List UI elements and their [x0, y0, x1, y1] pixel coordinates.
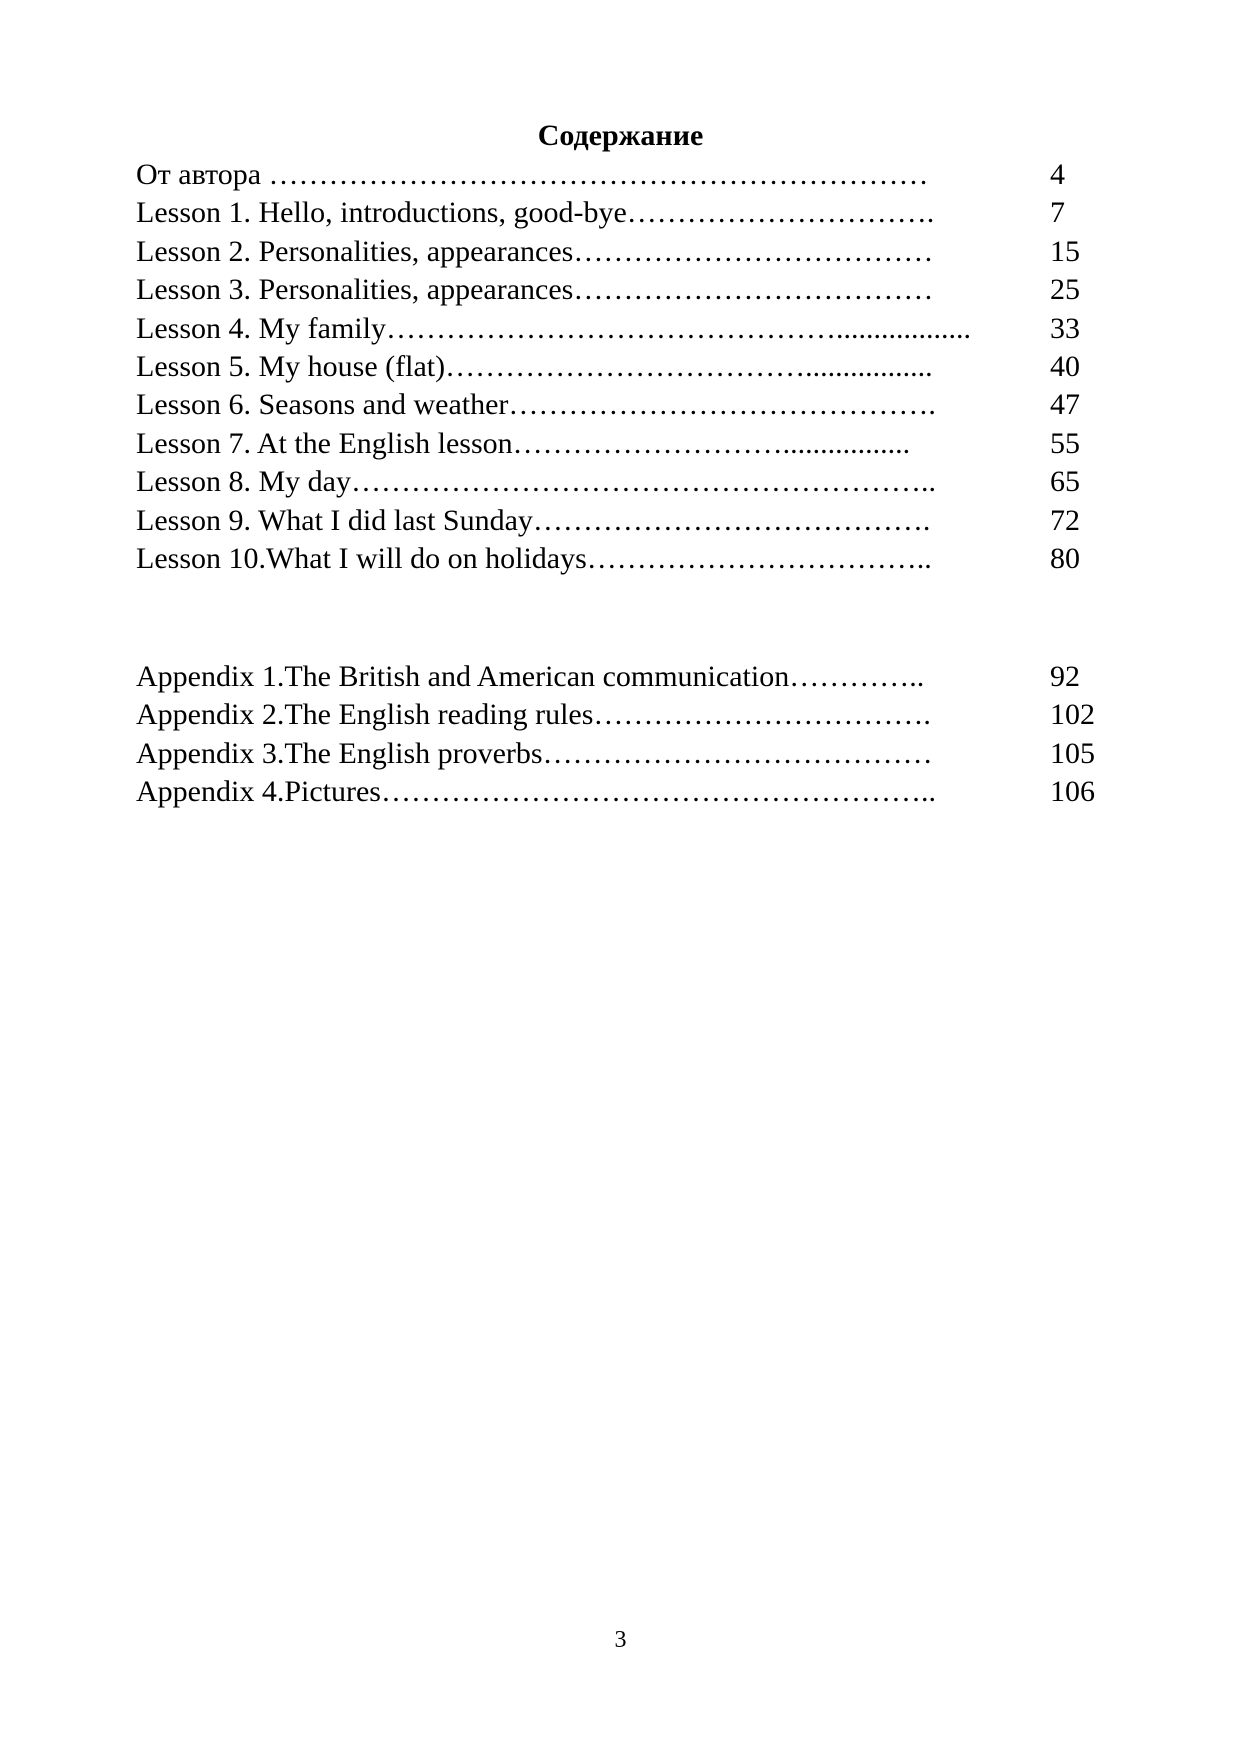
toc-row[interactable] — [136, 386, 1106, 424]
toc-page-number: 105 — [1050, 736, 1095, 770]
toc-entry: Lesson 7. At the English lesson………………………................. — [136, 426, 911, 460]
toc-row[interactable] — [136, 463, 1106, 501]
toc-row[interactable] — [136, 502, 1106, 540]
toc-page-number: 65 — [1050, 465, 1080, 499]
toc-entry: Lesson 10.What I will do on holidays…………………………….. — [136, 541, 932, 575]
toc-entry: Lesson 4. My family……………………………………….................. — [136, 311, 971, 345]
toc-entry: Appendix 2.The English reading rules……………………………. — [136, 698, 931, 732]
toc-row[interactable] — [136, 773, 1106, 811]
toc-entry: От автора ………………………………………………………… — [136, 158, 929, 191]
toc-row[interactable] — [136, 348, 1106, 386]
toc-page-number: 15 — [1050, 234, 1080, 268]
toc-row[interactable] — [136, 735, 1106, 773]
toc-page-number: 80 — [1050, 541, 1080, 575]
toc-row[interactable] — [136, 194, 1106, 232]
toc-row[interactable] — [136, 425, 1106, 463]
toc-entry: Lesson 8. My day………………………………………………….. — [136, 465, 936, 499]
toc-page-number: 47 — [1050, 388, 1080, 422]
toc-entry: Appendix 3.The English proverbs………………………………… — [136, 736, 933, 770]
toc-page-number: 33 — [1050, 311, 1080, 345]
toc-page-number: 7 — [1050, 196, 1065, 230]
toc-entry: Appendix 1.The British and American communication………….. — [136, 660, 925, 693]
table-of-contents — [136, 156, 1106, 578]
toc-entry: Lesson 3. Personalities, appearances……………………………… — [136, 273, 934, 307]
appendix-list — [136, 658, 1106, 812]
page-number: 3 — [614, 1627, 627, 1653]
toc-row[interactable] — [136, 658, 1106, 696]
toc-row[interactable] — [136, 156, 1106, 194]
toc-page-number: 102 — [1050, 698, 1095, 732]
toc-row[interactable] — [136, 271, 1106, 309]
toc-entry: Lesson 9. What I did last Sunday…………………………………. — [136, 503, 931, 537]
toc-page-number: 92 — [1050, 660, 1080, 693]
toc-entry: Lesson 2. Personalities, appearances……………………………… — [136, 234, 934, 268]
toc-row[interactable] — [136, 233, 1106, 271]
toc-page-number: 25 — [1050, 273, 1080, 307]
toc-entry: Appendix 4.Pictures……………………………………………….. — [136, 775, 936, 809]
toc-page-number: 55 — [1050, 426, 1080, 460]
toc-entry: Lesson 6. Seasons and weather……………………………………. — [136, 388, 936, 422]
toc-page-number: 4 — [1050, 158, 1065, 191]
toc-row[interactable] — [136, 696, 1106, 734]
toc-row[interactable] — [136, 310, 1106, 348]
page-title: Содержание — [537, 119, 704, 152]
toc-page-number: 106 — [1050, 775, 1095, 809]
toc-page-number: 72 — [1050, 503, 1080, 537]
toc-entry: Lesson 5. My house (flat)………………………………................. — [136, 349, 933, 383]
toc-entry: Lesson 1. Hello, introductions, good-bye…………………………. — [136, 196, 935, 230]
toc-row[interactable] — [136, 540, 1106, 578]
toc-page-number: 40 — [1050, 349, 1080, 383]
